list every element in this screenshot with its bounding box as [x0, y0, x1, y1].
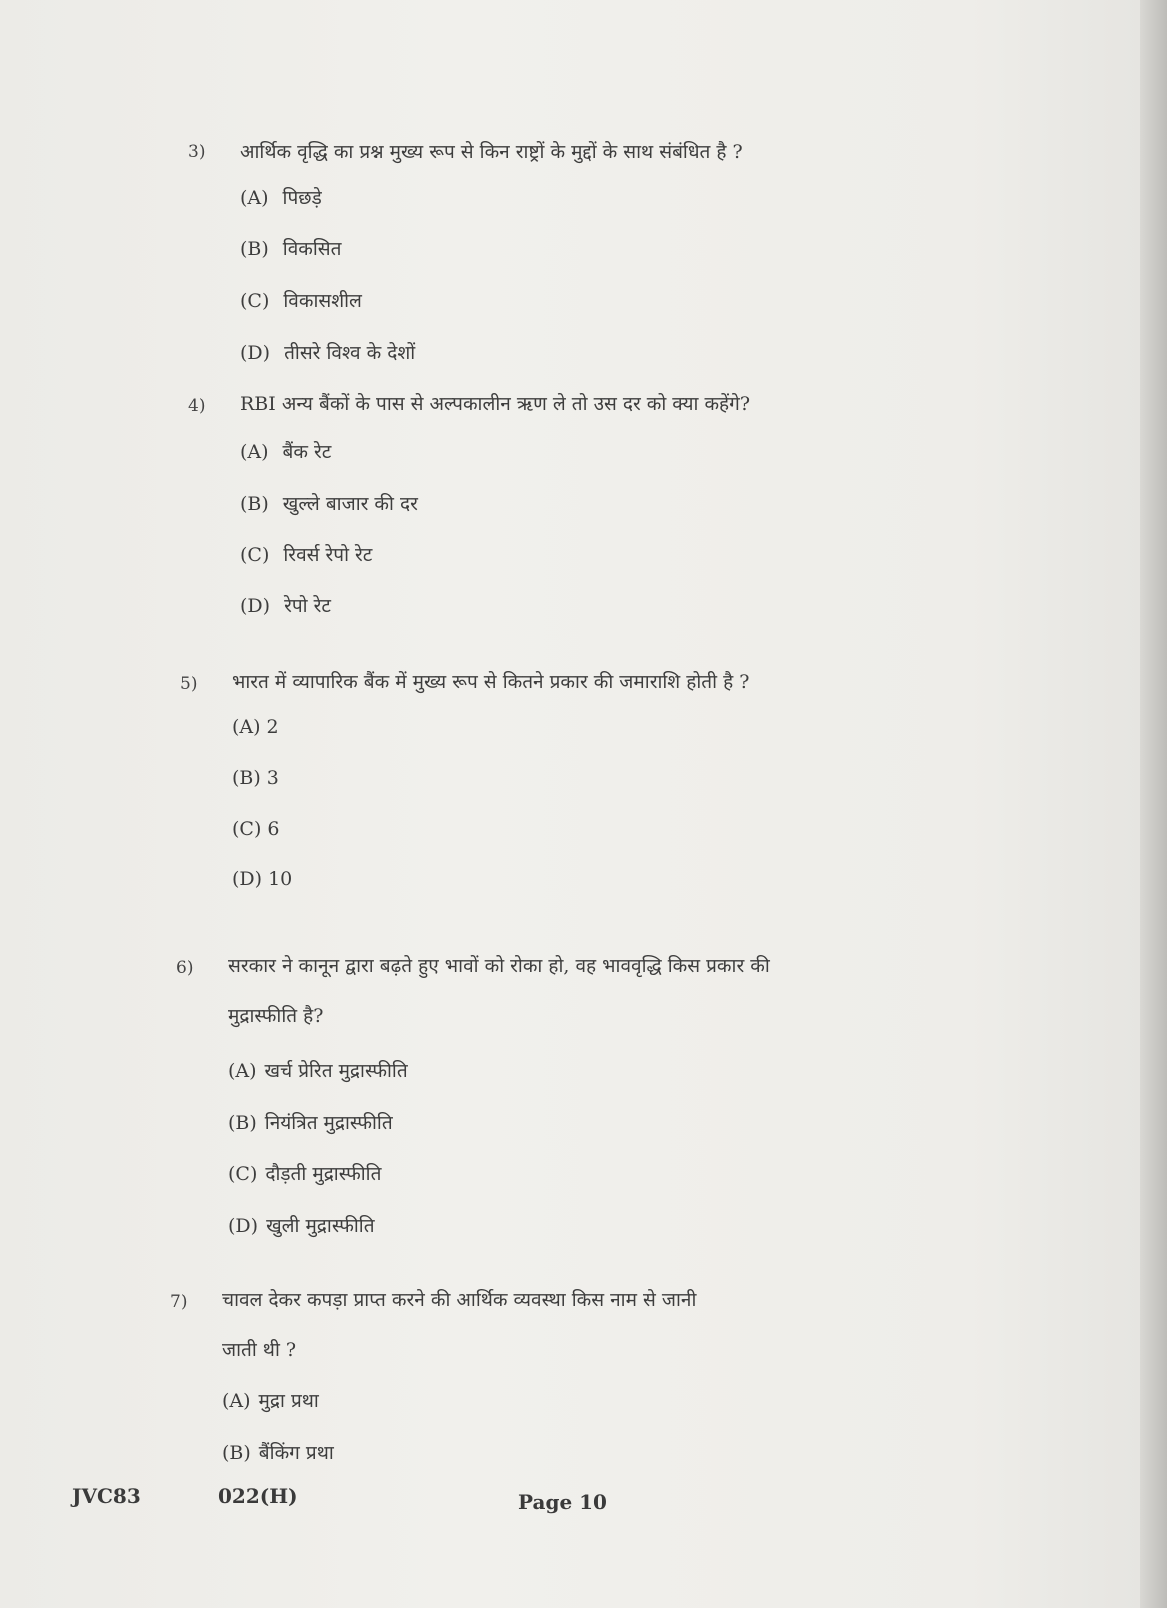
- question-text: चावल देकर कपड़ा प्राप्त करने की आर्थिक व्यवस्था किस नाम से जानी: [222, 1289, 697, 1311]
- option-a: (A) मुद्रा प्रथा: [222, 1390, 319, 1412]
- page-edge-shadow: [1140, 0, 1167, 1608]
- question-text: RBI अन्य बैंकों के पास से अल्पकालीन ऋण ले तो उस दर को क्या कहेंगे?: [240, 393, 751, 415]
- option-d: (D) खुली मुद्रास्फीति: [228, 1215, 375, 1237]
- question-text: सरकार ने कानून द्वारा बढ़ते हुए भावों को रोका हो, वह भाववृद्धि किस प्रकार की: [228, 955, 770, 977]
- option-b: (B) बैंकिंग प्रथा: [222, 1442, 334, 1464]
- option-c: (C) विकासशील: [240, 290, 362, 312]
- question-text-continued: जाती थी ?: [222, 1339, 297, 1361]
- paper-code: JVC83: [72, 1484, 141, 1508]
- question-number: 6): [176, 958, 194, 978]
- option-b: (B) 3: [232, 767, 279, 789]
- option-b: (B) नियंत्रित मुद्रास्फीति: [228, 1112, 393, 1134]
- question-text: भारत में व्यापारिक बैंक में मुख्य रूप से कितने प्रकार की जमाराशि होती है ?: [232, 671, 750, 693]
- question-number: 7): [170, 1292, 188, 1312]
- option-d: (D) रेपो रेट: [240, 595, 331, 617]
- page-number: Page 10: [518, 1490, 607, 1514]
- option-b: (B) खुल्ले बाजार की दर: [240, 493, 418, 515]
- question-number: 5): [180, 674, 198, 694]
- option-a: (A) खर्च प्रेरित मुद्रास्फीति: [228, 1060, 408, 1082]
- question-number: 4): [188, 396, 206, 416]
- option-d: (D) 10: [232, 868, 293, 890]
- question-text-continued: मुद्रास्फीति है?: [228, 1005, 324, 1027]
- option-a: (A) पिछड़े: [240, 187, 322, 209]
- option-c: (C) दौड़ती मुद्रास्फीति: [228, 1163, 382, 1185]
- option-d: (D) तीसरे विश्व के देशों: [240, 342, 416, 364]
- option-a: (A) बैंक रेट: [240, 441, 332, 463]
- option-b: (B) विकसित: [240, 238, 342, 260]
- question-number: 3): [188, 142, 206, 162]
- subject-code: 022(H): [218, 1484, 298, 1508]
- option-a: (A) 2: [232, 716, 279, 738]
- option-c: (C) 6: [232, 818, 280, 840]
- option-c: (C) रिवर्स रेपो रेट: [240, 544, 373, 566]
- question-text: आर्थिक वृद्धि का प्रश्न मुख्य रूप से किन राष्ट्रों के मुद्दों के साथ संबंधित है ?: [240, 141, 743, 163]
